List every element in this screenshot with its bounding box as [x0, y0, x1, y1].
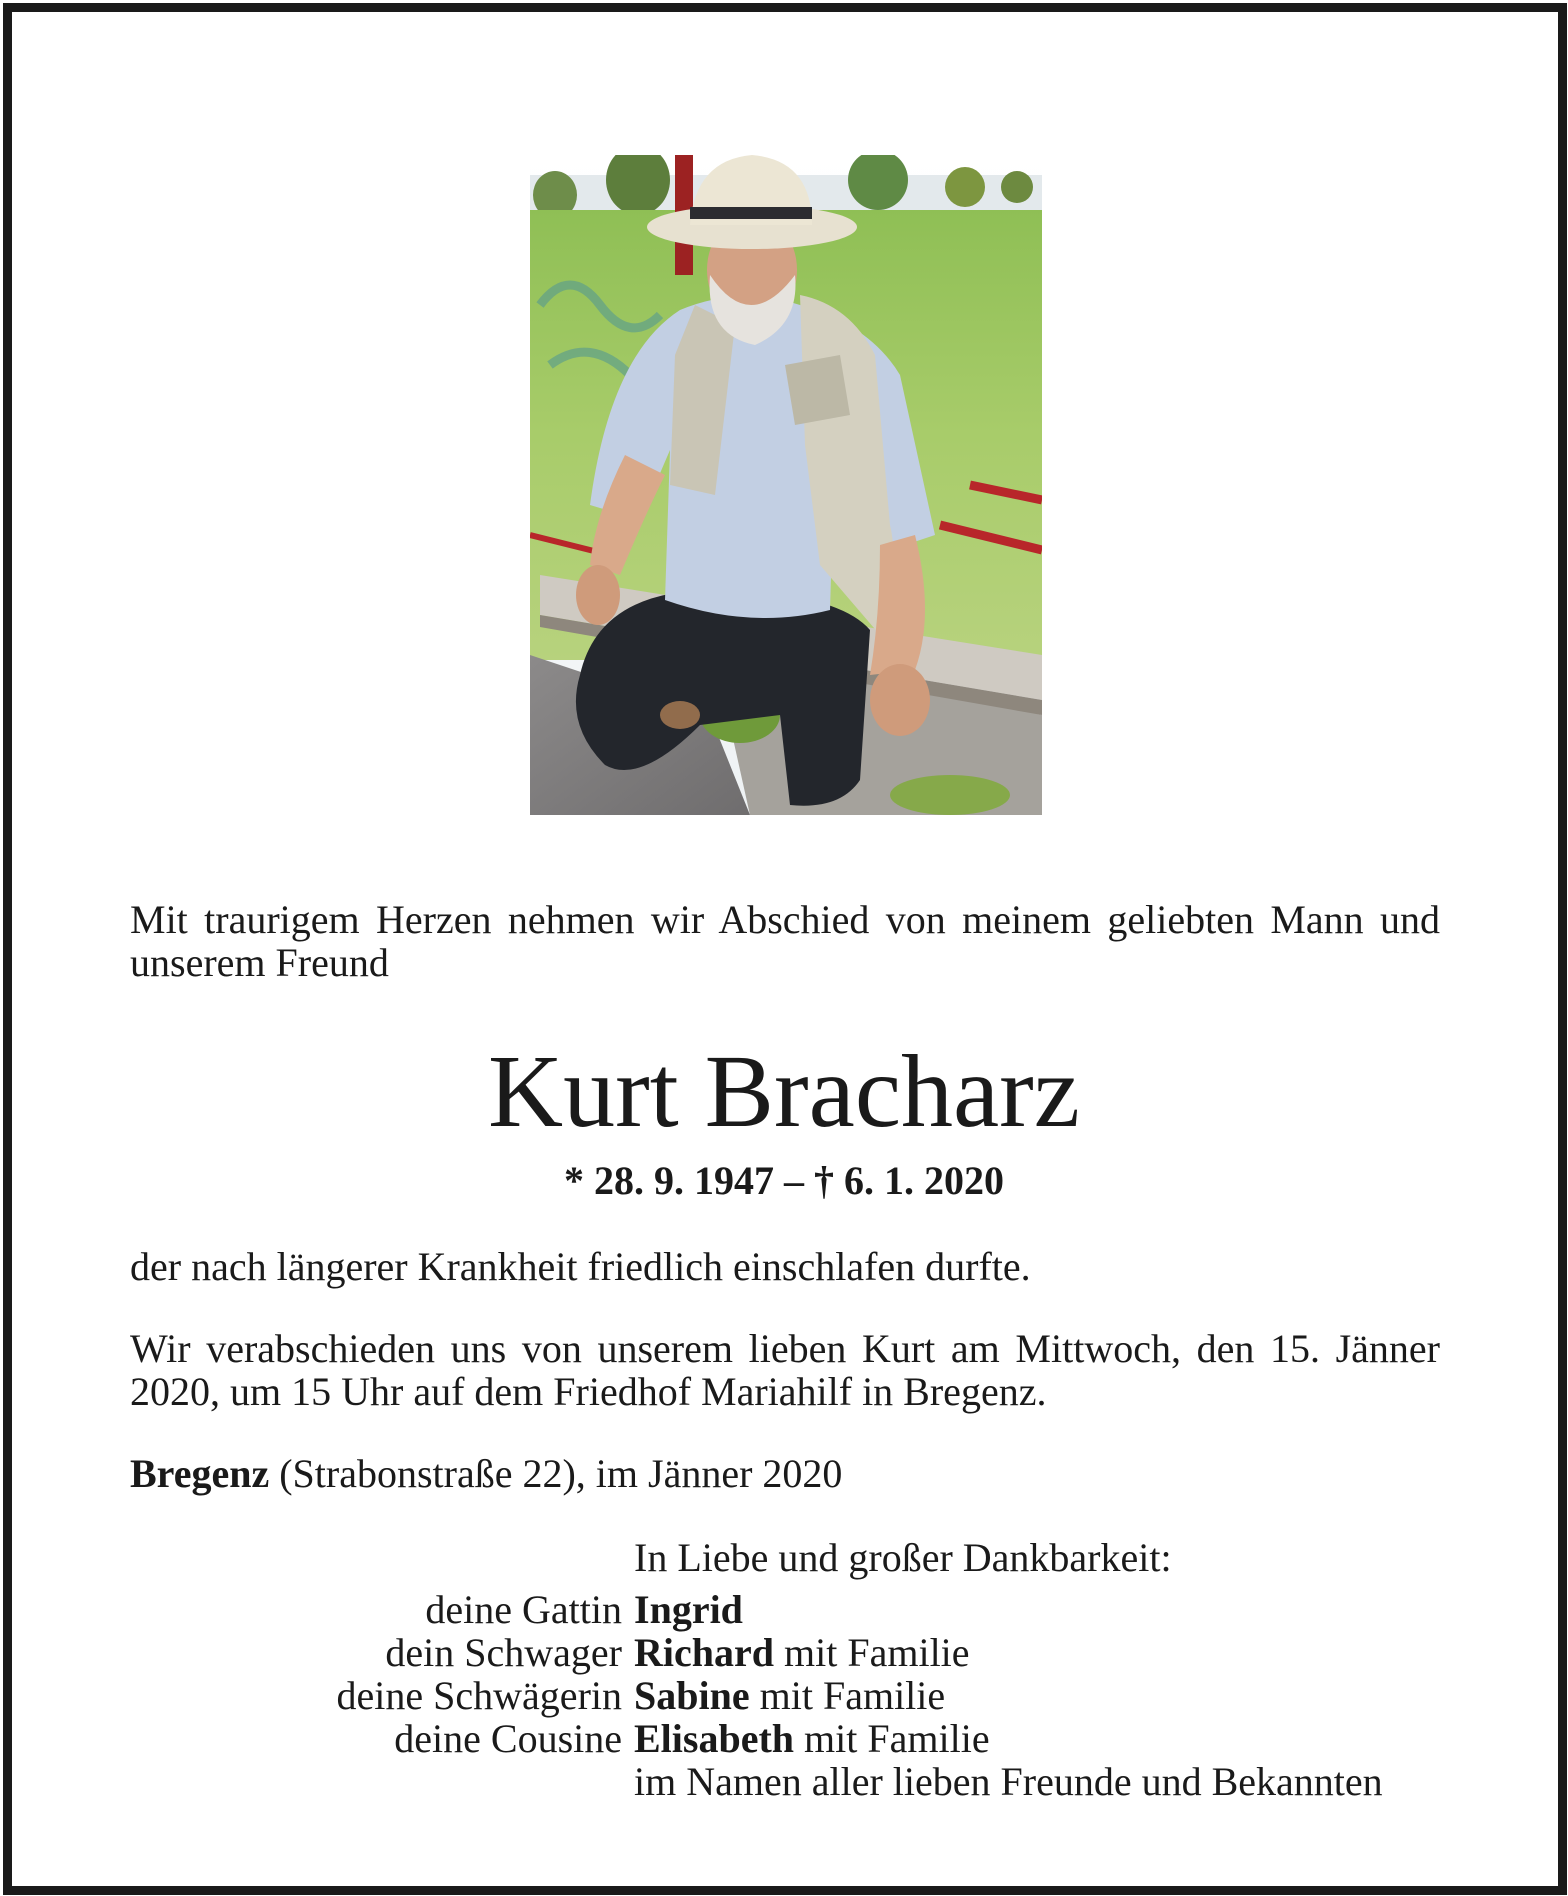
- final-line: im Namen aller lieben Freunde und Bekannten: [634, 1759, 1383, 1804]
- mourner-name-group: [634, 1674, 945, 1717]
- final-row: [0, 1760, 1568, 1803]
- mourner-relation: deine Schwägerin: [336, 1673, 622, 1718]
- mourner-relation: deine Gattin: [425, 1587, 622, 1632]
- mourner-row: [0, 1717, 1568, 1760]
- mourner-row: [0, 1674, 1568, 1717]
- place-date-line: [130, 1452, 1440, 1495]
- mourner-relation: dein Schwager: [385, 1630, 622, 1675]
- mourner-row: [0, 1588, 1568, 1631]
- place-city: Bregenz: [130, 1451, 270, 1496]
- mourner-name: Sabine: [634, 1673, 750, 1718]
- closing-line: In Liebe und großer Dankbarkeit:: [634, 1535, 1172, 1580]
- mourner-name: Ingrid: [634, 1587, 743, 1632]
- portrait-photo-icon: [530, 155, 1042, 815]
- place-details: (Strabonstraße 22), im Jänner 2020: [269, 1451, 843, 1496]
- intro-text: Mit traurigem Herzen nehmen wir Abschied von meinem geliebten Mann und unserem Freund: [130, 897, 1440, 985]
- life-dates: * 28. 9. 1947 – † 6. 1. 2020: [564, 1158, 1004, 1203]
- statement-text: der nach längerer Krankheit friedlich einschlafen durfte.: [130, 1244, 1031, 1289]
- funeral-text: Wir verabschieden uns von unserem lieben Kurt am Mittwoch, den 15. Jänner 2020, um 15 Uhr auf dem Friedhof Mariahilf in Bregenz.: [130, 1326, 1440, 1414]
- mourner-relation: deine Cousine: [394, 1716, 622, 1761]
- mourner-name: Richard: [634, 1630, 774, 1675]
- mourner-row: [0, 1631, 1568, 1674]
- mourner-suffix: mit Familie: [774, 1630, 970, 1675]
- mourner-name-group: [634, 1588, 743, 1631]
- mourner-suffix: mit Familie: [794, 1716, 990, 1761]
- mourner-name-group: [634, 1717, 990, 1760]
- mourner-name-group: [634, 1631, 970, 1674]
- deceased-name: Kurt Bracharz: [488, 1034, 1080, 1149]
- portrait-photo: [530, 155, 1042, 815]
- mourner-suffix: mit Familie: [749, 1673, 946, 1718]
- mourner-name: Elisabeth: [634, 1716, 795, 1761]
